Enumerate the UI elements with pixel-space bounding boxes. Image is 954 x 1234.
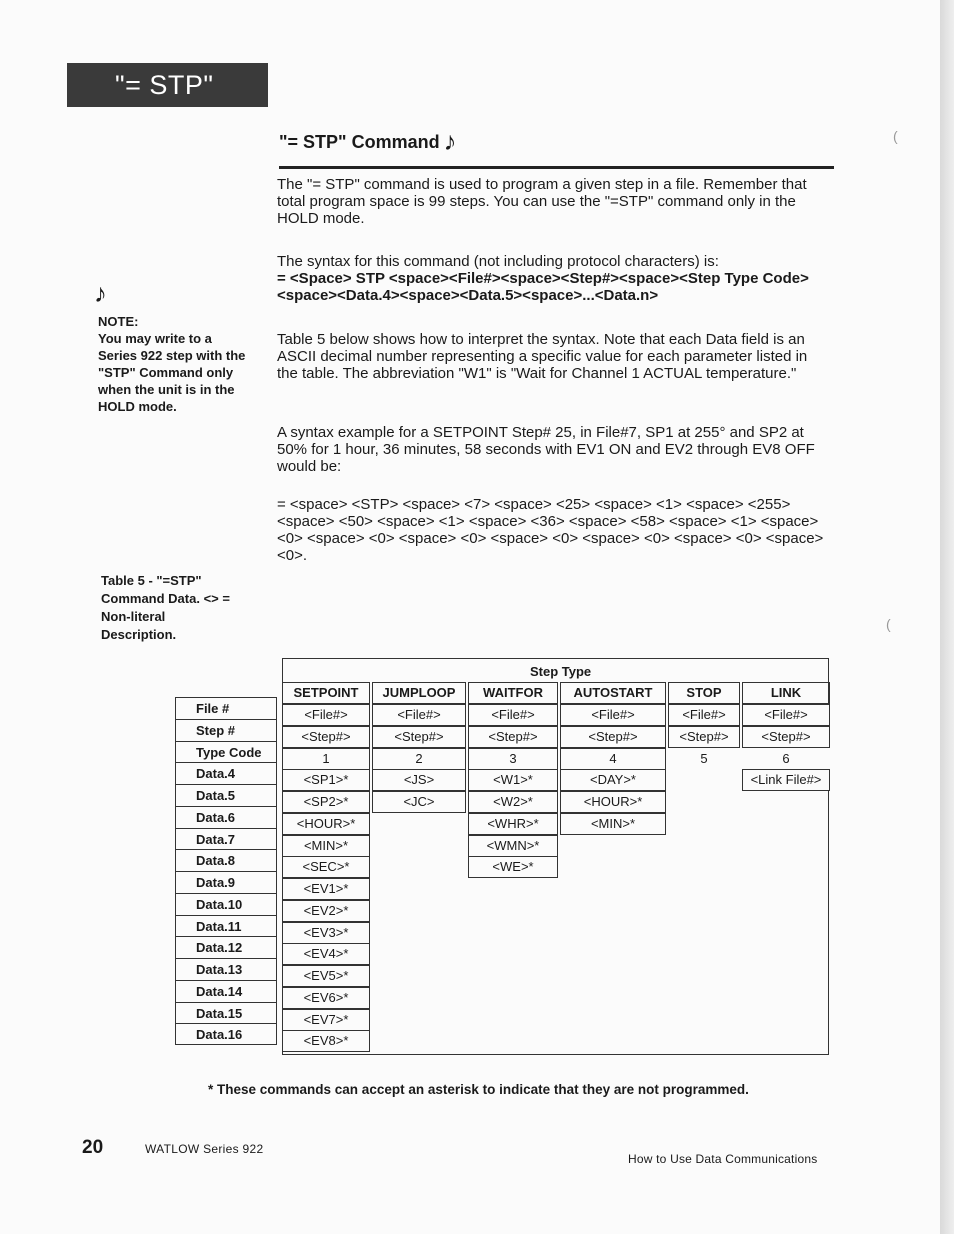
table-cell-jumploop: 2 — [372, 748, 466, 770]
table-cell-waitfor: <WHR>* — [468, 813, 558, 835]
row-label: File # — [176, 698, 276, 720]
column-header-waitfor: WAITFOR — [468, 682, 558, 704]
section-title-banner: "= STP" — [67, 63, 268, 107]
table-cell-link: <Link File#> — [742, 769, 830, 791]
row-label: Data.12 — [176, 937, 276, 959]
table-cell-jumploop: <JC> — [372, 791, 466, 813]
paragraph-syntax — [277, 253, 832, 304]
row-label: Type Code — [176, 742, 276, 764]
table-cell-setpoint: <SP2>* — [282, 791, 370, 813]
margin-mark: ( — [893, 128, 898, 144]
table-cell-jumploop: <File#> — [372, 704, 466, 726]
paragraph-example-syntax: = <space> <STP> <space> <7> <space> <25> <space> <1> <space> <255> <space> <50> <space> <1> <space> <36> <space> <58> <space> <1> <space> <0> <space> <0> <space> <0> <space> <0> <space> <0> <space> <0> <space> <0>. — [277, 496, 824, 564]
table-cell-autostart: 4 — [560, 748, 666, 770]
table-cell-waitfor: <File#> — [468, 704, 558, 726]
row-label: Data.15 — [176, 1003, 276, 1025]
column-header-autostart: AUTOSTART — [560, 682, 666, 704]
table-cell-setpoint: <EV8>* — [282, 1030, 370, 1052]
syntax-line: = <Space> STP <space><File#><space><Step#><space><Step Type Code><space><Data.4><space><Data.5><space>...<Data.n> — [277, 270, 809, 304]
table-cell-setpoint: <Step#> — [282, 726, 370, 748]
table-cell-autostart: <MIN>* — [560, 813, 666, 835]
row-label: Data.7 — [176, 829, 276, 851]
table-cell-setpoint: <SP1>* — [282, 769, 370, 791]
table-cell-stop: <Step#> — [668, 726, 740, 748]
table-cell-link: <Step#> — [742, 726, 830, 748]
row-label: Data.6 — [176, 807, 276, 829]
footer-product: WATLOW Series 922 — [145, 1142, 264, 1156]
column-header-stop: STOP — [668, 682, 740, 704]
row-label: Data.9 — [176, 872, 276, 894]
table-cell-setpoint: <File#> — [282, 704, 370, 726]
footnote: * These commands can accept an asterisk to indicate that they are not programmed. — [208, 1082, 749, 1097]
row-label: Data.10 — [176, 894, 276, 916]
footer-section: How to Use Data Communications — [628, 1152, 818, 1166]
table-cell-autostart: <Step#> — [560, 726, 666, 748]
row-label: Data.4 — [176, 763, 276, 785]
paragraph-example-intro: A syntax example for a SETPOINT Step# 25, in File#7, SP1 at 255° and SP2 at 50% for 1 hour, 36 minutes, 58 seconds with EV1 ON and EV2 through EV8 OFF would be: — [277, 424, 815, 475]
column-header-setpoint: SETPOINT — [282, 682, 370, 704]
table-cell-jumploop: <JS> — [372, 769, 466, 791]
row-label: Data.11 — [176, 916, 276, 938]
table-cell-setpoint: <EV5>* — [282, 965, 370, 987]
side-note-text: You may write to a Series 922 step with the "STP" Command only when the unit is in the HOLD mode. — [98, 331, 246, 414]
row-label: Data.14 — [176, 981, 276, 1003]
side-note-label: NOTE: — [98, 314, 139, 329]
table-cell-setpoint: <EV2>* — [282, 900, 370, 922]
table-cell-setpoint: <EV6>* — [282, 987, 370, 1009]
row-label: Data.8 — [176, 850, 276, 872]
table-cell-waitfor: <W1>* — [468, 769, 558, 791]
margin-mark: ( — [886, 616, 891, 632]
table-cell-setpoint: <EV4>* — [282, 943, 370, 965]
table-cell-stop: <File#> — [668, 704, 740, 726]
table-caption: Table 5 - "=STP" Command Data. <> = Non-literal Description. — [101, 573, 230, 642]
table-cell-autostart: <File#> — [560, 704, 666, 726]
syntax-intro: The syntax for this command (not including protocol characters) is: — [277, 253, 719, 270]
table-cell-jumploop: <Step#> — [372, 726, 466, 748]
table-cell-waitfor: <WE>* — [468, 856, 558, 878]
column-header-link: LINK — [742, 682, 830, 704]
table-cell-link: <File#> — [742, 704, 830, 726]
table-cell-setpoint: <EV3>* — [282, 922, 370, 944]
side-note-icon: ♪ — [94, 278, 107, 308]
table-cell-setpoint: <EV1>* — [282, 878, 370, 900]
paragraph-table-explanation: Table 5 below shows how to interpret the syntax. Note that each Data field is an ASCII decimal number representing a specific value for each parameter listed in the table. The abbreviation "W1" is "Wait for Channel 1 ACTUAL temperature." — [277, 331, 808, 382]
note-icon: ♪ — [443, 126, 457, 156]
table-cell-autostart: <HOUR>* — [560, 791, 666, 813]
table-cell-autostart: <DAY>* — [560, 769, 666, 791]
table-cell-waitfor: <WMN>* — [468, 835, 558, 857]
row-label: Data.13 — [176, 959, 276, 981]
column-header-jumploop: JUMPLOOP — [372, 682, 466, 704]
table-cell-stop: 5 — [668, 748, 740, 770]
side-note — [98, 313, 248, 415]
row-label: Data.5 — [176, 785, 276, 807]
table-cell-setpoint: 1 — [282, 748, 370, 770]
command-heading — [279, 124, 457, 155]
table-cell-waitfor: <W2>* — [468, 791, 558, 813]
table-cell-link: 6 — [742, 748, 830, 770]
table-cell-setpoint: <MIN>* — [282, 835, 370, 857]
table-cell-setpoint: <SEC>* — [282, 856, 370, 878]
table-cell-setpoint: <HOUR>* — [282, 813, 370, 835]
table-cell-waitfor: 3 — [468, 748, 558, 770]
heading-rule — [279, 166, 834, 169]
table-cell-waitfor: <Step#> — [468, 726, 558, 748]
page-edge-shadow — [940, 0, 954, 1234]
row-label: Data.16 — [196, 1027, 243, 1043]
page-number: 20 — [82, 1137, 104, 1158]
paragraph-description: The "= STP" command is used to program a given step in a file. Remember that total program space is 99 steps. You can use the "=STP" command only in the HOLD mode. — [277, 176, 807, 227]
heading-text: "= STP" Command — [279, 132, 440, 152]
table-cell-setpoint: <EV7>* — [282, 1009, 370, 1031]
step-type-header: Step Type — [530, 664, 592, 679]
row-label: Step # — [176, 720, 276, 742]
